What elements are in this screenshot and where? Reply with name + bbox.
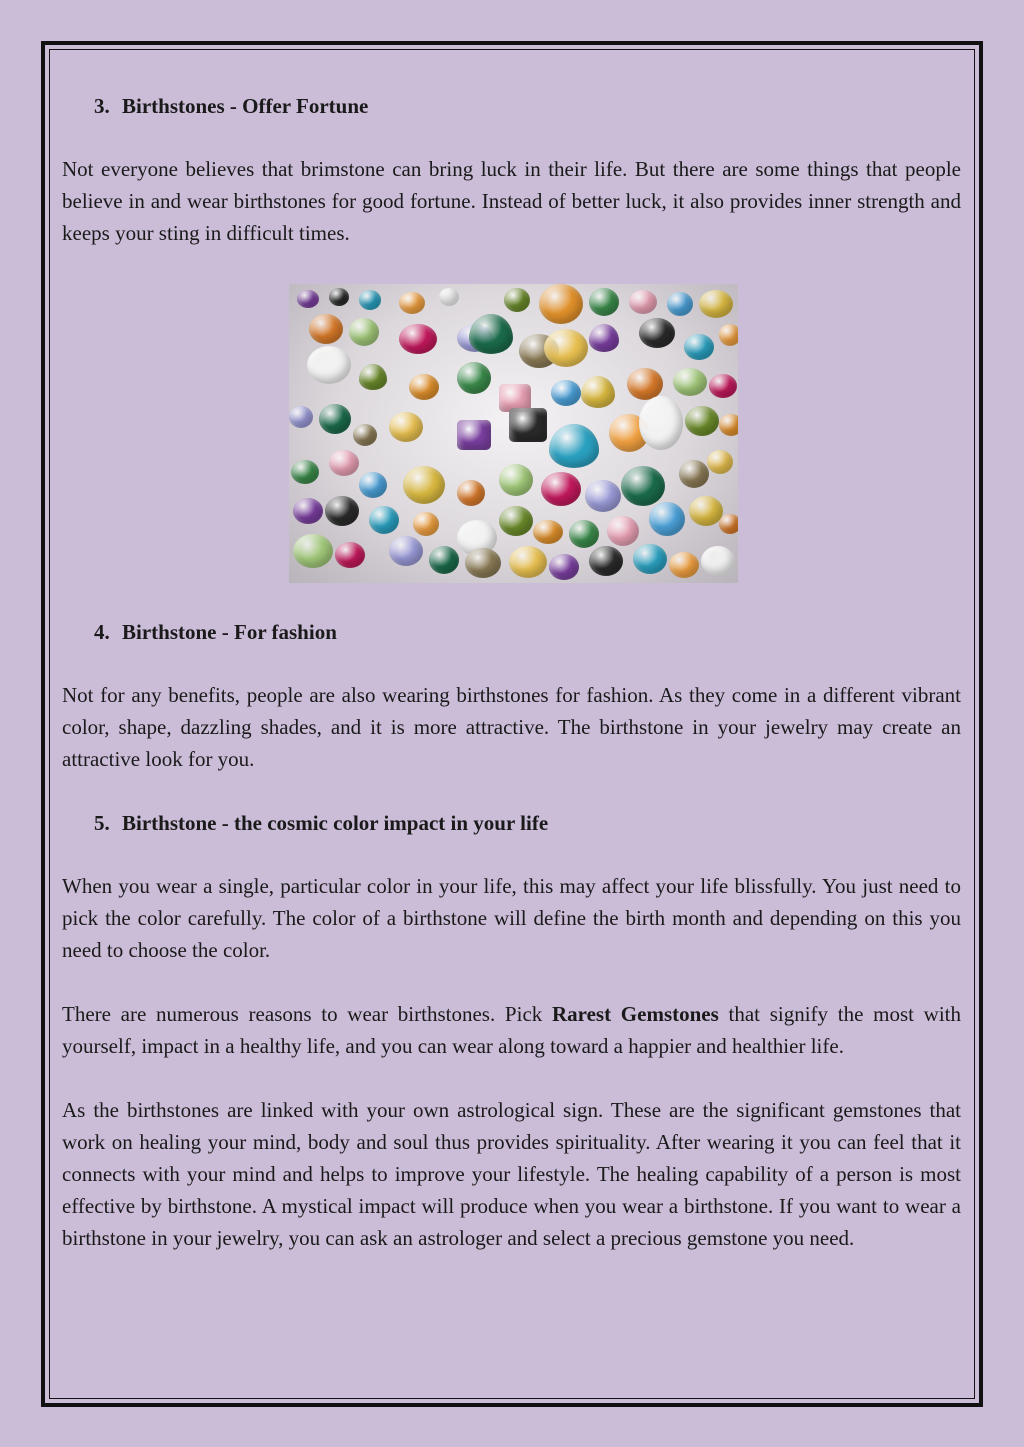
section-5-heading [62, 807, 961, 839]
gemstone-shape [499, 464, 533, 496]
section-5-title: Birthstone - the cosmic color impact in your life [122, 811, 549, 835]
section-4-number: 4. [94, 620, 110, 644]
section-3-title: Birthstones - Offer Fortune [122, 94, 369, 118]
gemstone-shape [325, 496, 359, 526]
gemstone-shape [607, 516, 639, 546]
gemstone-shape [673, 368, 707, 396]
gemstone-shape [457, 480, 485, 506]
closing-text-after: that signify the most with yourself, impact in a healthy life, and you can wear along toward a happier and healthier life. [62, 1002, 961, 1058]
gemstone-shape [621, 466, 665, 506]
section-5-paragraph: When you wear a single, particular color in your life, this may affect your life blissfully. You just need to pick the color carefully. The color of a birthstone will define the birth month and depending on this you need to choose the color. [62, 874, 961, 962]
gemstone-shape [549, 554, 579, 580]
gemstone-shape [701, 546, 735, 576]
gemstone-shape [685, 406, 719, 436]
section-4-heading [62, 616, 961, 648]
gemstone-shape [329, 450, 359, 476]
gemstone-shape [439, 288, 459, 306]
closing-paragraph-2: As the birthstones are linked with your own astrological sign. These are the significant gemstones that work on healing your mind, body and soul thus provides spirituality. After wearing it you can feel that it connects with your mind and helps to improve your lifestyle. The healing capability of a person is most effective by birthstone. A mystical impact will produce when you wear a birthstone. If you want to wear a birthstone in your jewelry, you can ask an astrologer and select a precious gemstone you need. [62, 1098, 961, 1250]
gemstone-shape [541, 472, 581, 506]
gemstone-shape [509, 408, 547, 442]
gemstone-shape [629, 290, 657, 314]
gemstone-shape [399, 292, 425, 314]
gemstone-shape [719, 414, 738, 436]
gemstone-shape [639, 396, 683, 450]
gemstone-shape [709, 374, 737, 398]
section-3-heading [62, 90, 961, 122]
gemstone-shape [291, 460, 319, 484]
gemstone-shape [589, 288, 619, 316]
section-3-number: 3. [94, 94, 110, 118]
gemstone-shape [389, 536, 423, 566]
section-4-title: Birthstone - For fashion [122, 620, 337, 644]
gemstone-shape [679, 460, 709, 488]
section-3-paragraph: Not everyone believes that brimstone can bring luck in their life. But there are some things that people believe in and wear birthstones for good fortune. Instead of better luck, it also provides inner strength and keeps your sting in difficult times. [62, 157, 961, 245]
gemstone-shape [349, 318, 379, 346]
gemstone-shape [429, 546, 459, 574]
gemstone-shape [353, 424, 377, 446]
gemstone-shape [457, 362, 491, 394]
gemstone-shape [699, 290, 733, 318]
gemstone-shape [669, 552, 699, 578]
gemstone-shape [533, 520, 563, 544]
gemstone-shape [504, 288, 530, 312]
gemstone-shape [589, 546, 623, 576]
gemstone-shape [689, 496, 723, 526]
gemstone-shape [581, 376, 615, 408]
gemstone-shape [399, 324, 437, 354]
gemstone-shape [389, 412, 423, 442]
gemstone-shape [307, 346, 351, 384]
gemstone-shape [413, 512, 439, 536]
gemstone-shape [509, 546, 547, 578]
gemstone-shape [719, 514, 738, 534]
gemstone-shape [649, 502, 685, 536]
gemstone-shape [544, 329, 588, 367]
gemstone-shape [297, 290, 319, 308]
gemstone-shape [539, 284, 583, 324]
closing-paragraph-1 [62, 998, 961, 1062]
gemstone-shape [549, 424, 599, 468]
gemstone-shape [719, 324, 738, 346]
gemstone-shape [359, 364, 387, 390]
gemstone-shape [329, 288, 349, 306]
gemstone-shape [667, 292, 693, 316]
gemstone-shape [319, 404, 351, 434]
closing-text-before: There are numerous reasons to wear birthstones. Pick [62, 1002, 552, 1026]
gemstone-shape [585, 480, 621, 512]
gemstone-shape [403, 466, 445, 504]
gemstone-shape [684, 334, 714, 360]
gemstone-shape [289, 406, 313, 428]
gemstone-shape [369, 506, 399, 534]
gemstone-shape [499, 506, 533, 536]
gemstone-shape [359, 290, 381, 310]
section-4-paragraph: Not for any benefits, people are also wearing birthstones for fashion. As they come in a different vibrant color, shape, dazzling shades, and it is more attractive. The birthstone in your jewelry may create an attractive look for you. [62, 683, 961, 771]
rarest-gemstones-emphasis: Rarest Gemstones [551, 1002, 719, 1026]
gemstone-shape [335, 542, 365, 568]
document-content [62, 90, 961, 1254]
gemstone-shape [569, 520, 599, 548]
gemstone-shape [309, 314, 343, 344]
gemstone-shape [633, 544, 667, 574]
gemstone-shape [465, 548, 501, 578]
gemstone-shape [707, 450, 733, 474]
gemstone-shape [409, 374, 439, 400]
gemstone-shape [551, 380, 581, 406]
gemstone-shape [469, 314, 513, 354]
section-5-number: 5. [94, 811, 110, 835]
gemstone-shape [639, 318, 675, 348]
gemstone-shape [293, 498, 323, 524]
gemstone-shape [457, 420, 491, 450]
gemstone-shape [589, 324, 619, 352]
gemstone-shape [293, 534, 333, 568]
gemstones-photo [289, 284, 738, 583]
gemstone-shape [359, 472, 387, 498]
